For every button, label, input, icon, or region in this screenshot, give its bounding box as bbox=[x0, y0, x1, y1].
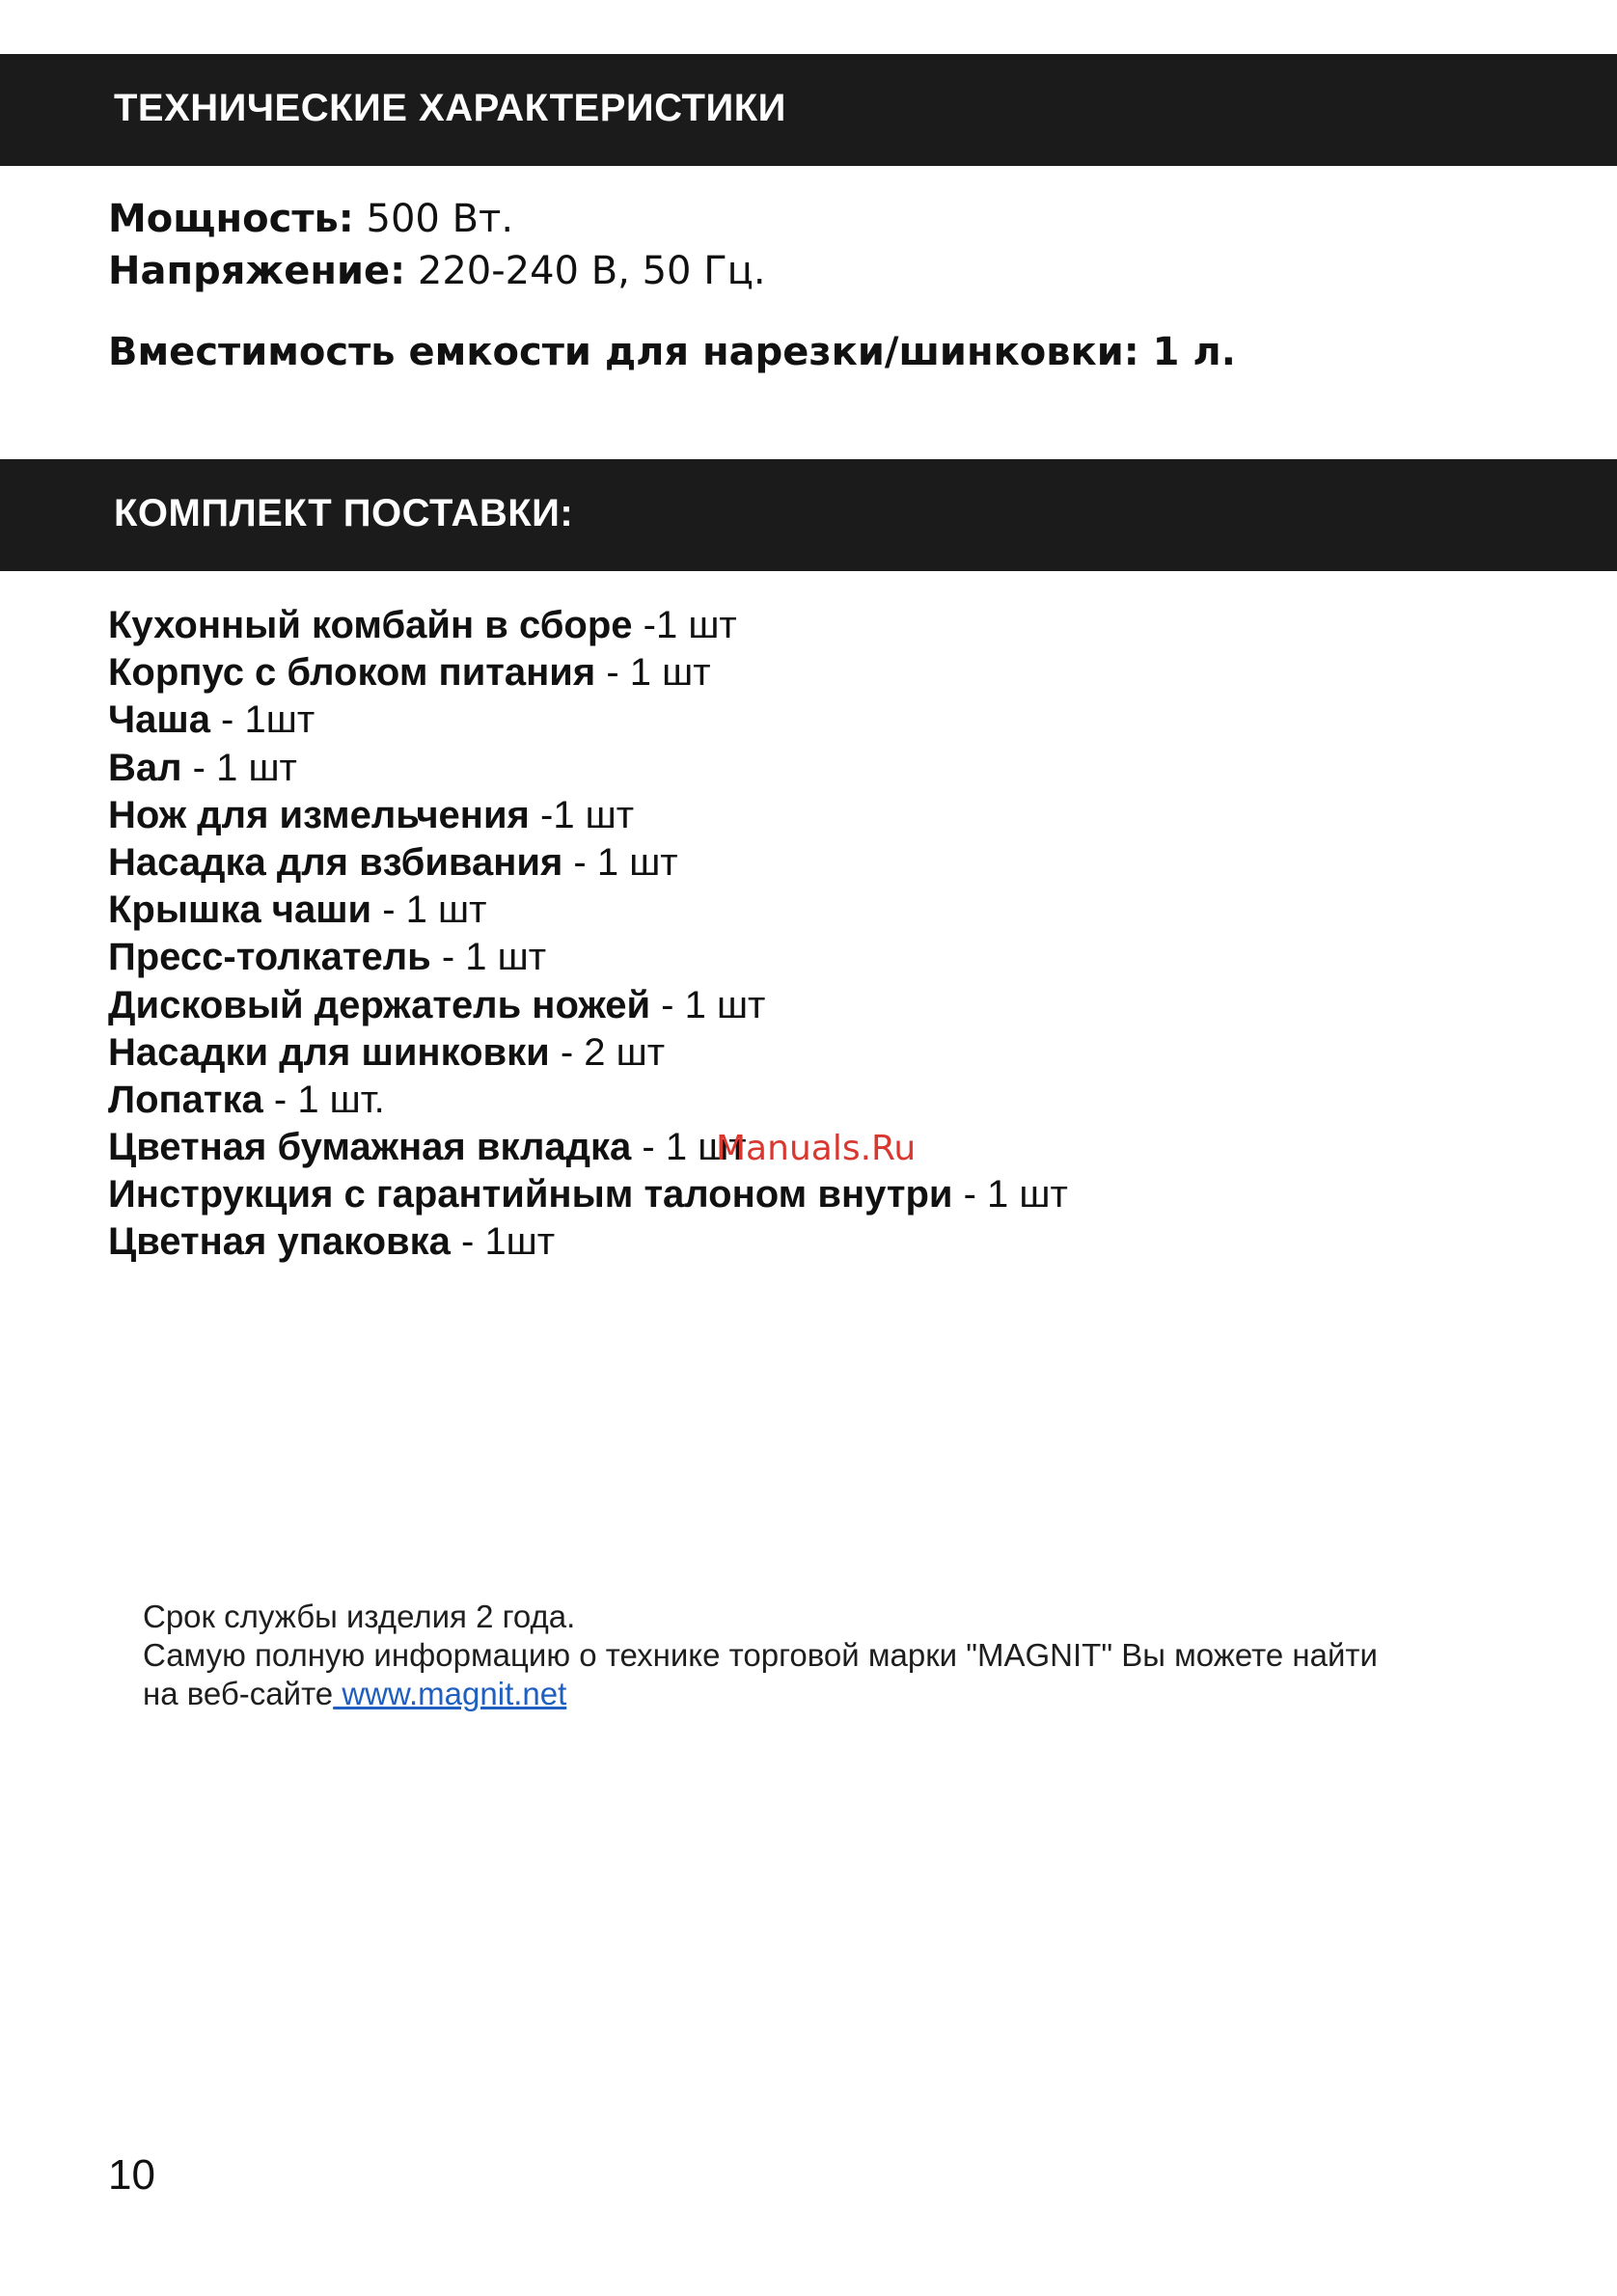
kit-item-qty: - 1 шт bbox=[371, 888, 487, 932]
list-item bbox=[108, 649, 1068, 697]
kit-item-qty: - 1 шт bbox=[562, 840, 678, 884]
kit-item-name: Крышка чаши bbox=[108, 888, 372, 932]
spec-power-label: Мощность: bbox=[108, 197, 354, 241]
kit-section-title: КОМПЛЕКТ ПОСТАВКИ: bbox=[114, 492, 574, 534]
kit-item-qty: - 1 шт bbox=[430, 936, 547, 979]
list-item bbox=[108, 1218, 1068, 1266]
kit-item-qty: - 1шт bbox=[209, 698, 315, 742]
list-item bbox=[108, 792, 1068, 839]
info-text: Самую полную информацию о технике торговой марки "MAGNIT" Вы можете найти bbox=[143, 1637, 1378, 1673]
list-item bbox=[108, 745, 1068, 792]
kit-item-qty: - 1 шт bbox=[952, 1173, 1068, 1216]
kit-item-name: Корпус с блоком питания bbox=[108, 651, 596, 695]
kit-item-name: Насадки для шинковки bbox=[108, 1030, 550, 1074]
spec-power-value: 500 Вт. bbox=[353, 197, 514, 241]
spec-capacity: Вместимость емкости для нарезки/шинковки: 1 л. bbox=[108, 330, 1236, 374]
kit-item-name: Цветная упаковка bbox=[108, 1220, 451, 1264]
kit-item-qty: - 1 шт. bbox=[262, 1078, 385, 1121]
list-item bbox=[108, 1029, 1068, 1077]
list-item bbox=[108, 839, 1068, 887]
kit-item-name: Кухонный комбайн в сборе bbox=[108, 604, 644, 646]
kit-item-name: Нож для измельчения bbox=[108, 793, 540, 836]
list-item bbox=[108, 697, 1068, 744]
kit-item-qty: - 1 шт bbox=[181, 746, 297, 789]
kit-list bbox=[108, 602, 1068, 1267]
footer-note bbox=[143, 1598, 1378, 1713]
specs-header-band bbox=[0, 54, 1617, 166]
list-item bbox=[108, 982, 1068, 1029]
list-item bbox=[108, 1171, 1068, 1218]
kit-item-name: Инструкция с гарантийным талоном внутри bbox=[108, 1173, 953, 1216]
kit-header-band bbox=[0, 459, 1617, 571]
kit-item-name: Чаша bbox=[108, 698, 210, 742]
watermark-text: Manuals.Ru bbox=[716, 1129, 917, 1168]
list-item bbox=[108, 934, 1068, 981]
kit-item-name: Лопатка bbox=[108, 1078, 263, 1121]
kit-item-name: Вал bbox=[108, 746, 182, 789]
kit-item-qty: - 1 шт bbox=[631, 1126, 747, 1169]
kit-item-qty: - 1 шт bbox=[595, 651, 711, 695]
list-item bbox=[108, 887, 1068, 934]
kit-item-name: Пресс-толкатель bbox=[108, 936, 431, 979]
page-number: 10 bbox=[108, 2151, 155, 2199]
kit-item-qty: - 1шт bbox=[450, 1220, 556, 1264]
website-prefix: на веб-сайте bbox=[143, 1676, 334, 1711]
kit-item-qty: -1 шт bbox=[540, 793, 635, 836]
service-life-text: Срок службы изделия 2 года. bbox=[143, 1599, 576, 1634]
kit-item-qty: - 2 шт bbox=[549, 1030, 666, 1074]
list-item bbox=[108, 1124, 1068, 1171]
kit-item-name: Насадка для взбивания bbox=[108, 840, 563, 884]
specs-section-title: ТЕХНИЧЕСКИЕ ХАРАКТЕРИСТИКИ bbox=[114, 87, 786, 129]
list-item bbox=[108, 1077, 1068, 1124]
spec-voltage-value: 220-240 В, 50 Гц. bbox=[405, 249, 766, 293]
kit-item-qty: -1 шт bbox=[643, 604, 737, 646]
kit-item-name: Цветная бумажная вкладка bbox=[108, 1126, 632, 1169]
kit-item-qty: - 1 шт bbox=[650, 983, 766, 1026]
website-link[interactable]: www.magnit.net bbox=[333, 1676, 567, 1711]
spec-power bbox=[108, 197, 513, 241]
spec-voltage bbox=[108, 249, 766, 293]
list-item bbox=[108, 602, 1068, 649]
website-line bbox=[143, 1675, 1378, 1713]
kit-item-name: Дисковый держатель ножей bbox=[108, 983, 651, 1026]
spec-voltage-label: Напряжение: bbox=[108, 249, 406, 293]
